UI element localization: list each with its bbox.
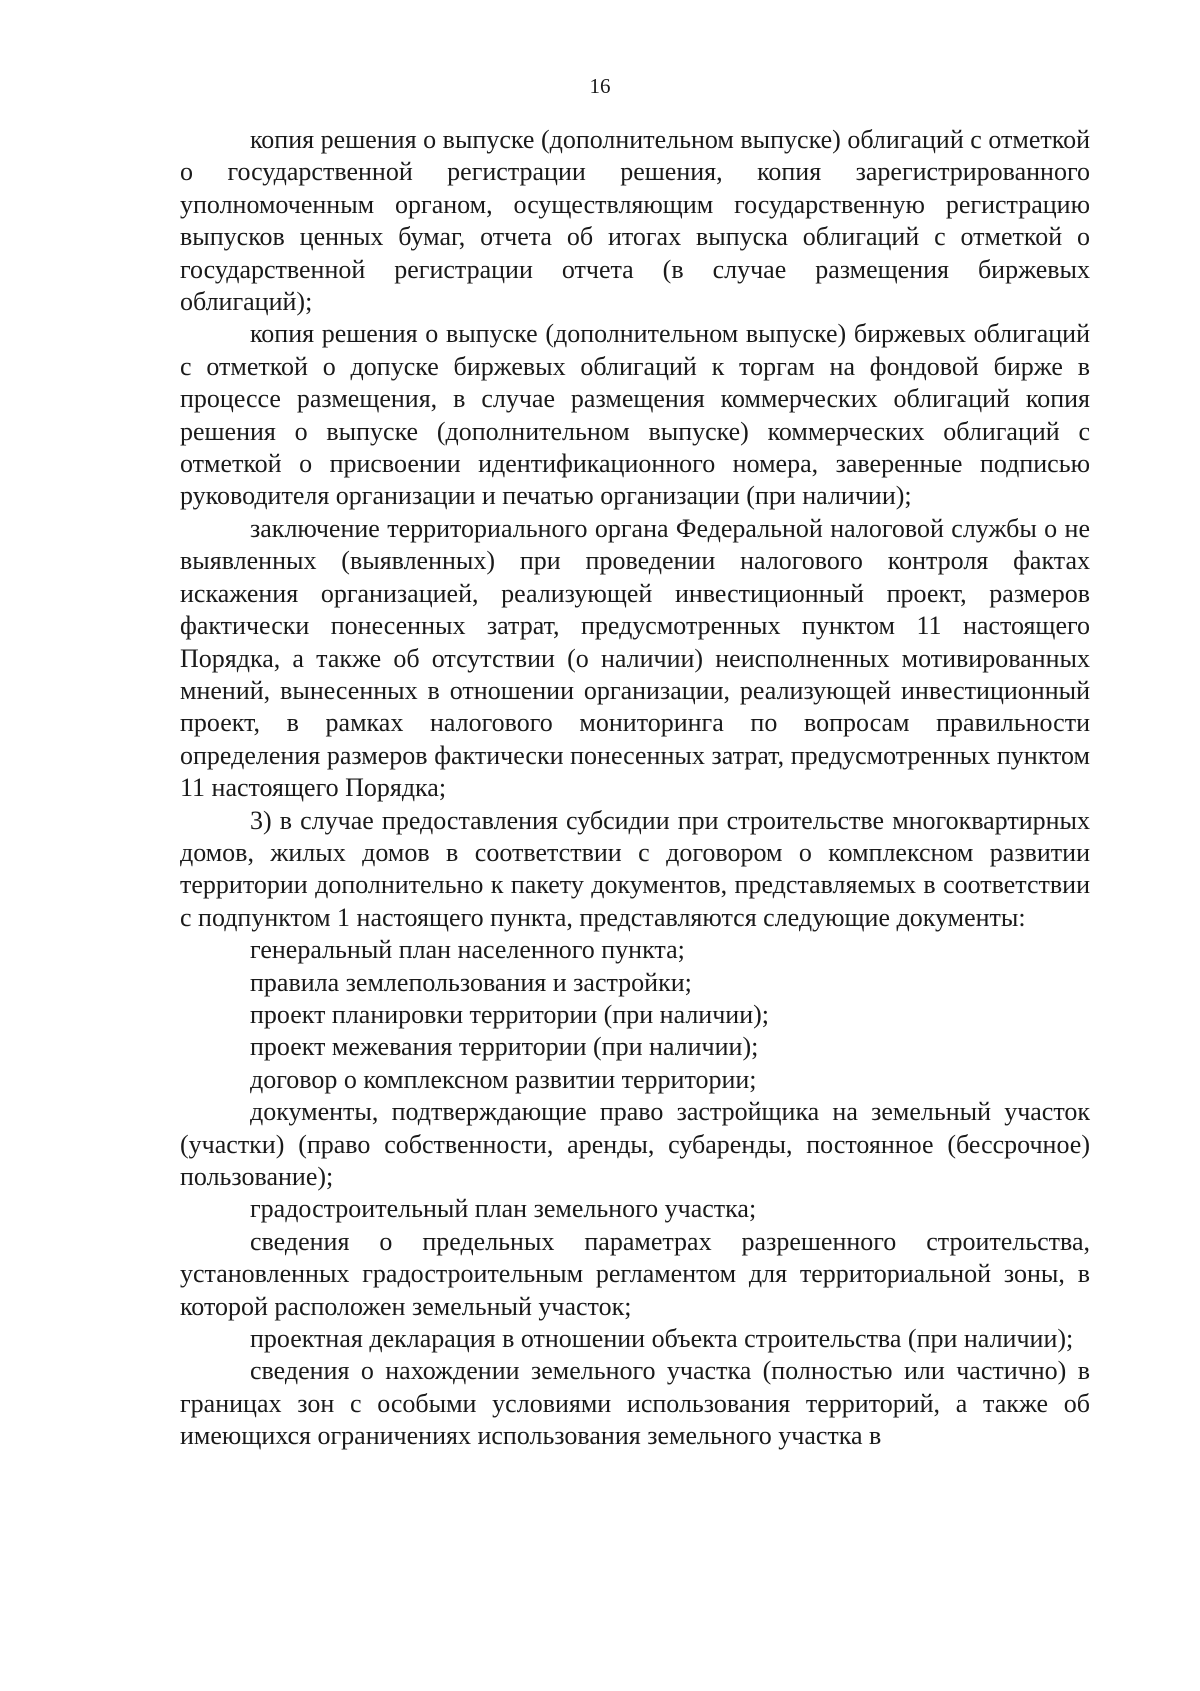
paragraph-6: правила землепользования и застройки; <box>250 967 692 997</box>
paragraph-8: проект межевания территории (при наличии); <box>250 1032 759 1062</box>
paragraph-4: 3) в случае предоставления субсидии при строительстве многоквартирных домов, жилых домов в соответствии с договором о комплексном развитии территории дополнительно к пакету документов, представляемых в соответствии с подпунктом 1 настоящего пункта, представляются следующие документы: <box>180 805 1090 932</box>
paragraph-14: сведения о нахождении земельного участка (полностью или частично) в границах зон с особыми условиями использования территорий, а также об имеющихся ограничениях использования земельного участка в <box>180 1356 1090 1451</box>
paragraph-9: договор о комплексном развитии территории; <box>250 1064 757 1094</box>
paragraph-12: сведения о предельных параметрах разрешенного строительства, установленных градостроительным регламентом для территориальной зоны, в которой расположен земельный участок; <box>180 1226 1090 1321</box>
paragraph-7: проект планировки территории (при наличии); <box>250 999 770 1029</box>
paragraph-11: градостроительный план земельного участка; <box>250 1194 757 1224</box>
paragraph-5: генеральный план населенного пункта; <box>250 935 685 965</box>
paragraph-3: заключение территориального органа Федеральной налоговой службы о не выявленных (выявленных) при проведении налогового контроля фактах искажения организацией, реализующей инвестиционный проект, размеров фактически понесенных затрат, предусмотренных пунктом 11 настоящего Порядка, а также об отсутствии (о наличии) неисполненных мотивированных мнений, вынесенных в отношении организации, реализующей инвестиционный проект, в рамках налогового мониторинга по вопросам правильности определения размеров фактически понесенных затрат, предусмотренных пунктом 11 настоящего Порядка; <box>180 513 1090 803</box>
paragraph-2: копия решения о выпуске (дополнительном выпуске) биржевых облигаций с отметкой о допуске биржевых облигаций к торгам на фондовой бирже в процессе размещения, в случае размещения коммерческих облигаций копия решения о выпуске (дополнительном выпуске) коммерческих облигаций с отметкой о присвоении идентификационного номера, заверенные подписью руководителя организации и печатью организации (при наличии); <box>180 319 1090 511</box>
page-number: 16 <box>589 74 611 98</box>
paragraph-10: документы, подтверждающие право застройщика на земельный участок (участки) (право собственности, аренды, субаренды, постоянное (бессрочное) пользование); <box>180 1097 1090 1191</box>
document-body <box>180 124 1090 1453</box>
paragraph-1: копия решения о выпуске (дополнительном выпуске) облигаций с отметкой о государственной регистрации решения, копия зарегистрированного уполномоченным органом, осуществляющим государственную регистрацию выпусков ценных бумаг, отчета об итогах выпуска облигаций с отметкой о государственной регистрации отчета (в случае размещения биржевых облигаций); <box>180 125 1090 317</box>
paragraph-13: проектная декларация в отношении объекта строительства (при наличии); <box>250 1324 1074 1354</box>
